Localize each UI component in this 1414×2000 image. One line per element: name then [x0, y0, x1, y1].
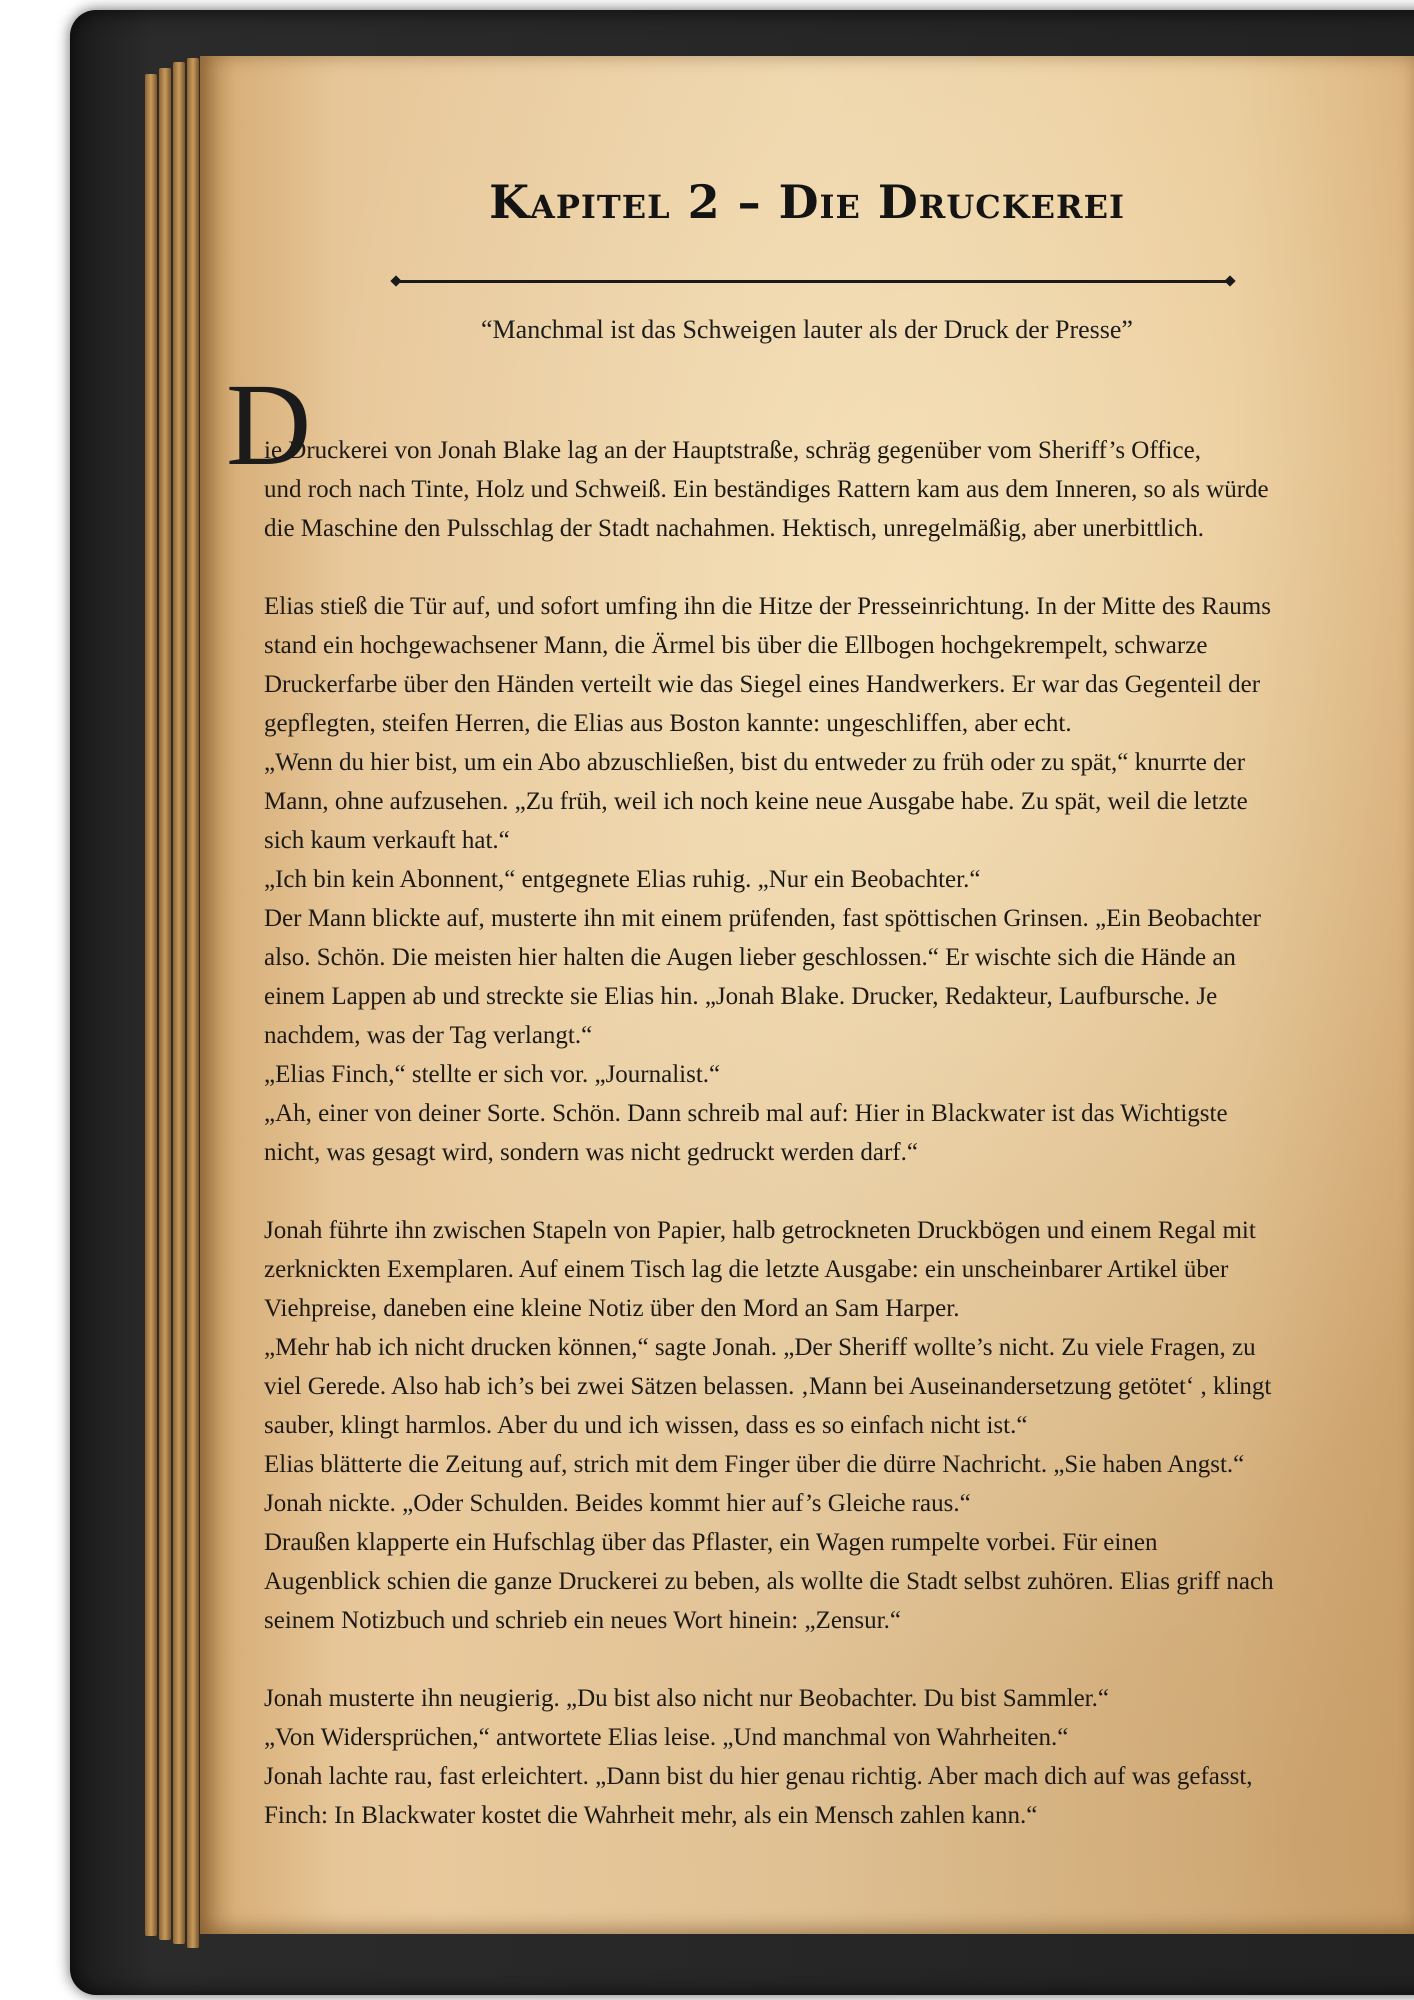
text-line: „Mehr hab ich nicht drucken können,“ sagte Jonah. „Der Sheriff wollte’s nicht. Zu viele Fragen, zu [264, 1334, 1256, 1361]
text-line: Finch: In Blackwater kostet die Wahrheit mehr, als ein Mensch zahlen kann.“ [264, 1802, 1038, 1829]
text-line: „Von Widersprüchen,“ antwortete Elias leise. „Und manchmal von Wahrheiten.“ [264, 1724, 1069, 1751]
page-edge [145, 74, 157, 1936]
drop-cap: D [226, 359, 312, 490]
text-line: Viehpreise, daneben eine kleine Notiz über den Mord an Sam Harper. [264, 1295, 960, 1322]
text-line: Druckerfarbe über den Händen verteilt wie das Siegel eines Handwerkers. Er war das Gegenteil der [264, 671, 1261, 698]
text-line: einem Lappen ab und streckte sie Elias hin. „Jonah Blake. Drucker, Redakteur, Laufbursche. Je [264, 983, 1218, 1010]
text-line: ie Druckerei von Jonah Blake lag an der Hauptstraße, schräg gegenüber vom Sheriff’s Office, [264, 437, 1201, 464]
text-line: die Maschine den Pulsschlag der Stadt nachahmen. Hektisch, unregelmäßig, aber unerbittlich. [264, 515, 1205, 542]
paragraph-gap [264, 1640, 1394, 1679]
text-line: „Wenn du hier bist, um ein Abo abzuschließen, bist du entweder zu früh oder zu spät,“ knurrte der [264, 749, 1246, 776]
text-line: Draußen klapperte ein Hufschlag über das Pflaster, ein Wagen rumpelte vorbei. Für einen [264, 1529, 1158, 1556]
book-page [200, 56, 1414, 1934]
text-line: „Ich bin kein Abonnent,“ entgegnete Elias ruhig. „Nur ein Beobachter.“ [264, 866, 981, 893]
text-line: Jonah lachte rau, fast erleichtert. „Dann bist du hier genau richtig. Aber mach dich auf was gefasst, [264, 1763, 1253, 1790]
text-line: Elias stieß die Tür auf, und sofort umfing ihn die Hitze der Presseinrichtung. In der Mitte des Raums [264, 593, 1271, 620]
text-line: Jonah nickte. „Oder Schulden. Beides kommt hier auf’s Gleiche raus.“ [264, 1490, 971, 1517]
text-line: zerknickten Exemplaren. Auf einem Tisch lag die letzte Ausgabe: ein unscheinbarer Artikel über [264, 1256, 1229, 1283]
text-line: nicht, was gesagt wird, sondern was nicht gedruckt werden darf.“ [264, 1139, 918, 1166]
chapter-epigraph: “Manchmal ist das Schweigen lauter als der Druck der Presse” [481, 315, 1133, 344]
text-line: Der Mann blickte auf, musterte ihn mit einem prüfenden, fast spöttischen Grinsen. „Ein Beobachter [264, 905, 1261, 932]
chapter-body [264, 431, 1394, 1835]
text-line: „Ah, einer von deiner Sorte. Schön. Dann schreib mal auf: Hier in Blackwater ist das Wichtigste [264, 1100, 1228, 1127]
text-line: sich kaum verkauft hat.“ [264, 827, 510, 854]
text-line: stand ein hochgewachsener Mann, die Ärmel bis über die Ellbogen hochgekrempelt, schwarze [264, 632, 1208, 659]
text-line: Jonah führte ihn zwischen Stapeln von Papier, halb getrockneten Druckbögen und einem Regal mit [264, 1217, 1256, 1244]
text-line: sauber, klingt harmlos. Aber du und ich wissen, dass es so einfach nicht ist.“ [264, 1412, 1028, 1439]
paragraph-gap [264, 1172, 1394, 1211]
text-line: Augenblick schien die ganze Druckerei zu beben, als wollte die Stadt selbst zuhören. Elias griff nach [264, 1568, 1274, 1595]
text-line: und roch nach Tinte, Holz und Schweiß. Ein beständiges Rattern kam aus dem Inneren, so als würde [264, 476, 1269, 503]
page-edge [187, 58, 199, 1948]
text-line: also. Schön. Die meisten hier halten die Augen lieber geschlossen.“ Er wischte sich die Hände an [264, 944, 1236, 971]
text-line: gepflegten, steifen Herren, die Elias aus Boston kannte: ungeschliffen, aber echt. [264, 710, 1072, 737]
chapter-title: Kapitel 2 – Die Druckerei [489, 175, 1125, 229]
page-edge [173, 62, 185, 1944]
text-line: Jonah musterte ihn neugierig. „Du bist also nicht nur Beobachter. Du bist Sammler.“ [264, 1685, 1109, 1712]
text-line: Elias blätterte die Zeitung auf, strich mit dem Finger über die dürre Nachricht. „Sie haben Angst.“ [264, 1451, 1245, 1478]
text-line: viel Gerede. Also hab ich’s bei zwei Sätzen belassen. ‚Mann bei Auseinandersetzung getötet‘ , klingt [264, 1373, 1272, 1400]
text-line: „Elias Finch,“ stellte er sich vor. „Journalist.“ [264, 1061, 721, 1088]
text-line: seinem Notizbuch und schrieb ein neues Wort hinein: „Zensur.“ [264, 1607, 901, 1634]
text-line: nachdem, was der Tag verlangt.“ [264, 1022, 593, 1049]
title-divider [396, 280, 1230, 283]
page-edge [159, 68, 171, 1940]
paragraph-gap [264, 548, 1394, 587]
text-line: Mann, ohne aufzusehen. „Zu früh, weil ich noch keine neue Ausgabe habe. Zu spät, weil die letzte [264, 788, 1248, 815]
